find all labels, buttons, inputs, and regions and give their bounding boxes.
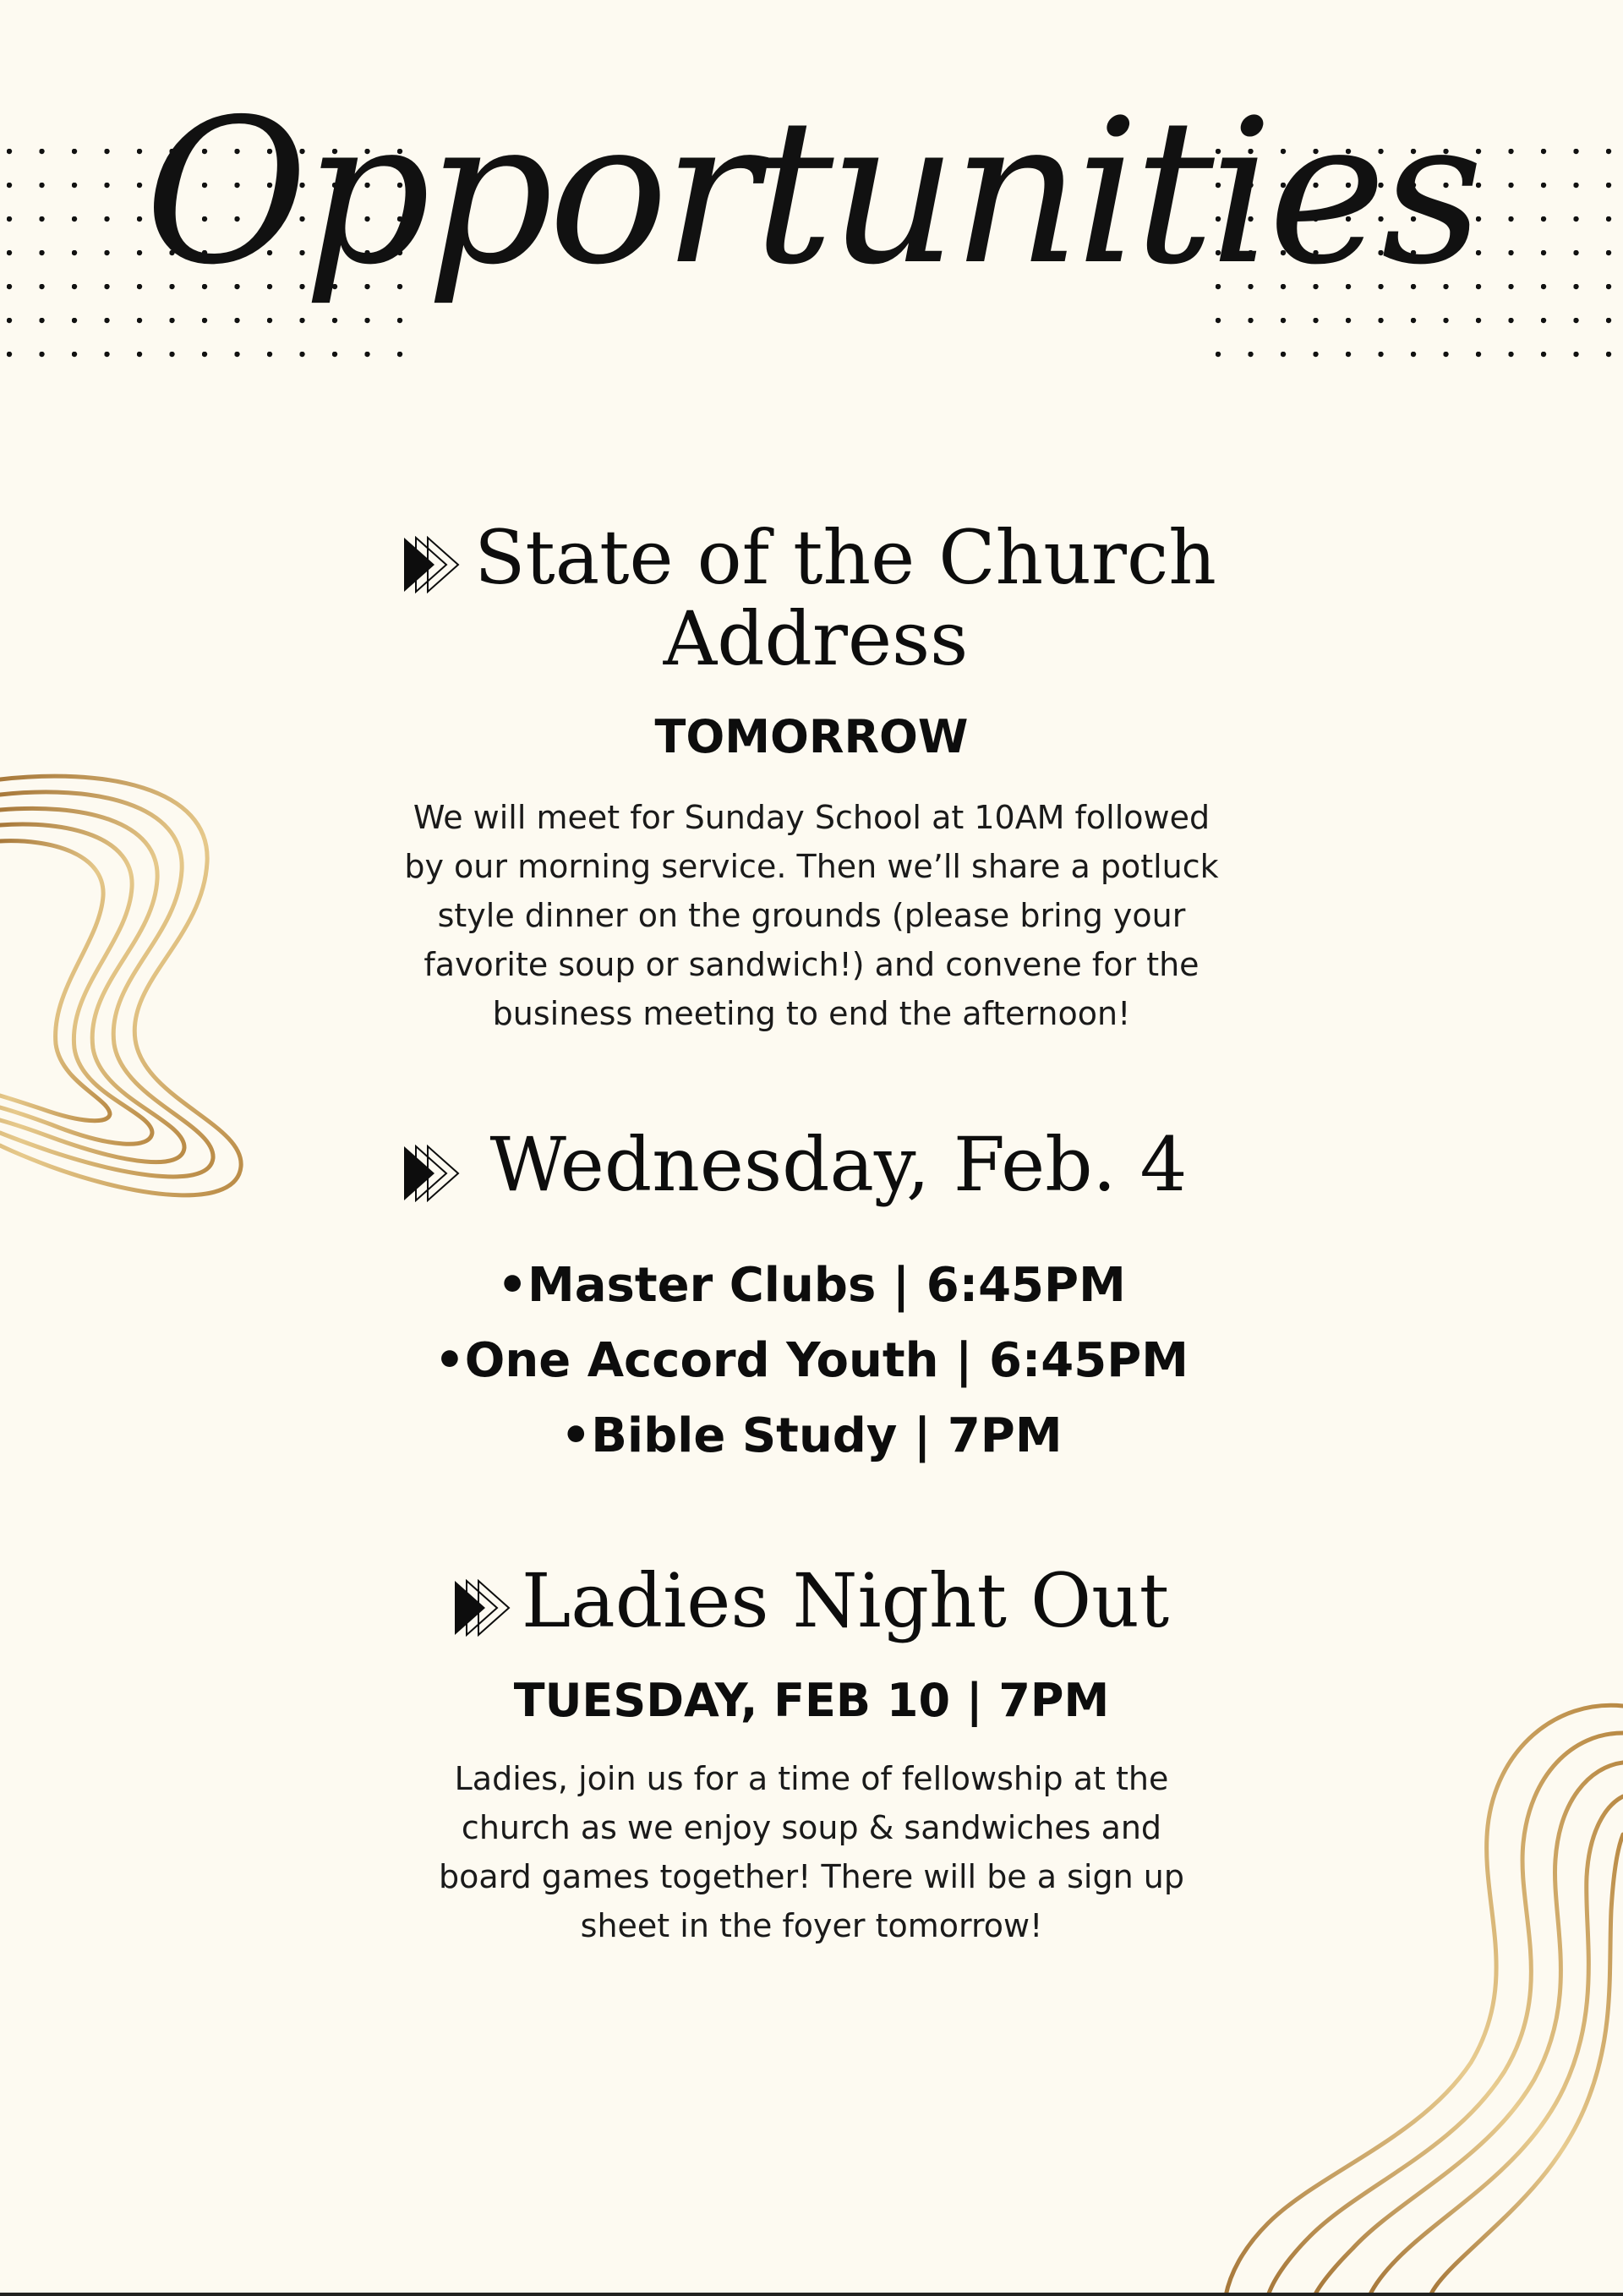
- wednesday-heading: Wednesday, Feb. 4: [489, 1121, 1188, 1208]
- schedule-item: •Master Clubs | 6:45PM: [497, 1258, 1126, 1313]
- heading-line-2: Address: [663, 594, 969, 682]
- body-line: style dinner on the grounds (please bring your: [437, 897, 1186, 934]
- page-title: Opportunities: [145, 76, 1478, 309]
- body-line: by our morning service. Then we’ll share a potluck: [404, 848, 1219, 885]
- body-line: favorite soup or sandwich!) and convene for the: [424, 946, 1199, 983]
- body-line: We will meet for Sunday School at 10AM followed: [413, 799, 1210, 836]
- bottom-border: [0, 2293, 1623, 2296]
- body-line: Ladies, join us for a time of fellowship at the: [454, 1760, 1169, 1797]
- state-of-church-description: [389, 793, 1234, 1038]
- body-line: board games together! There will be a sign up: [439, 1858, 1184, 1895]
- schedule-item: •Bible Study | 7PM: [560, 1408, 1063, 1463]
- body-line: sheet in the foyer tomorrow!: [580, 1907, 1043, 1944]
- wednesday-schedule: [0, 1248, 1623, 1473]
- body-line: business meeting to end the afternoon!: [492, 995, 1131, 1032]
- gold-swirl-right: [1217, 1699, 1623, 2296]
- state-of-church-heading: [0, 514, 1623, 682]
- ladies-night-heading: Ladies Night Out: [521, 1557, 1170, 1644]
- heading-line-1: State of the Church: [474, 514, 1216, 601]
- state-of-church-date: TOMORROW: [654, 710, 969, 763]
- ladies-night-description: [389, 1754, 1234, 1950]
- body-line: church as we enjoy soup & sandwiches and: [461, 1809, 1162, 1846]
- gold-swirl-left: [0, 761, 254, 1217]
- schedule-item: •One Accord Youth | 6:45PM: [434, 1333, 1189, 1388]
- ladies-night-date: TUESDAY, FEB 10 | 7PM: [513, 1674, 1110, 1727]
